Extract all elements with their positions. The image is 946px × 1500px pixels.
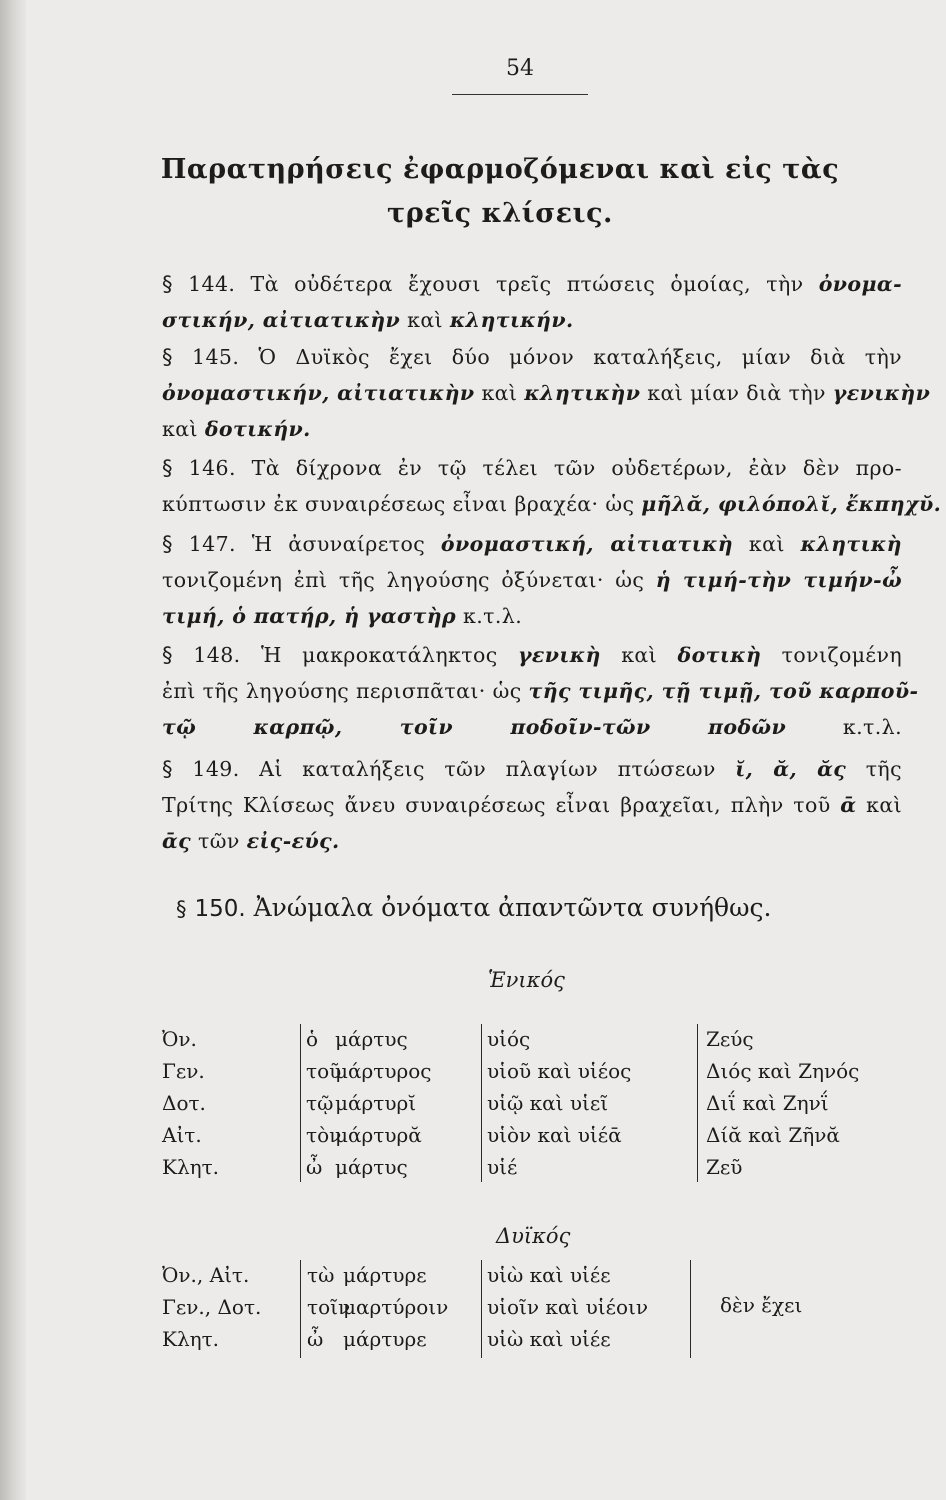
emphasis-run: τῷ καρπῷ, τοῖν ποδοῖν-τῶν ποδῶν (162, 715, 787, 739)
table-cell: τῷ (306, 1091, 334, 1115)
text-run: 147. Ἡ ἀσυναίρετος (172, 532, 441, 556)
text-line (162, 272, 902, 296)
text-run (162, 643, 518, 667)
text-run: καὶ (733, 532, 801, 556)
text-run (162, 345, 902, 369)
page-number-rule (452, 94, 588, 95)
text-run: καὶ (400, 308, 450, 332)
text-run: καὶ (162, 417, 205, 441)
dual-note: δὲν ἔχει (720, 1293, 803, 1317)
text-line (162, 715, 902, 739)
text-line (162, 643, 902, 667)
table-cell: μάρτυρος (335, 1059, 432, 1083)
table-cell: τοῖν (307, 1295, 351, 1319)
emphasis-run: γενικὴν (832, 381, 931, 405)
text-line (162, 417, 902, 441)
table-cell: Δοτ. (162, 1091, 206, 1115)
table-cell: υἱὸν καὶ υἱέᾱ (487, 1123, 622, 1147)
table-cell: Γεν., Δοτ. (162, 1295, 262, 1319)
text-run: 149. Αἱ καταλήξεις τῶν πλαγίων πτώσεων (172, 757, 736, 781)
table-cell: Ζεύς (706, 1027, 754, 1051)
title-line-1: Παρατηρήσεις ἐφαρμοζόμεναι καὶ εἰς τὰς (160, 154, 840, 185)
table-cell: Διός καὶ Ζηνός (706, 1059, 860, 1083)
table-divider (300, 1024, 301, 1182)
text-run: 148. Ἡ μακροκατάληκτος (172, 643, 518, 667)
table-cell: Δίᾰ καὶ Ζῆνᾰ (706, 1123, 840, 1147)
section-symbol: § (162, 272, 173, 296)
emphasis-run: ὀνομα- (818, 272, 902, 296)
text-run: τονιζομένη ἐπὶ τῆς ληγούσης ὀξύνεται· ὡς (162, 568, 656, 592)
text-run: κ.τ.λ. (456, 604, 523, 628)
table-divider (690, 1260, 691, 1358)
emphasis-run: στικήν, αἰτιατικὴν (162, 308, 401, 332)
text-run: καὶ μίαν διὰ τὴν (640, 381, 833, 405)
text-line (162, 345, 902, 369)
emphasis-run: ᾱς (162, 829, 192, 853)
page-number: 54 (506, 56, 534, 81)
table-cell: μάρτυς (335, 1155, 408, 1179)
text-run: τονιζομένη (761, 643, 902, 667)
text-run (162, 456, 902, 480)
emphasis-run: μῆλᾰ, φιλόπολῐ, ἔκπηχῠ. (641, 492, 942, 516)
text-line (162, 308, 902, 332)
emphasis-run: ὀνομαστική, αἰτιατικὴ (440, 532, 734, 556)
table-cell: υἱοῖν καὶ υἱέοιν (487, 1295, 649, 1319)
table-cell: τοῦ (306, 1059, 342, 1083)
text-line (162, 793, 902, 817)
table-cell: μάρτυς (335, 1027, 408, 1051)
emphasis-run: κλητικὴ (800, 532, 902, 556)
text-line (162, 381, 931, 405)
table-divider (697, 1024, 698, 1182)
table-cell: Κλητ. (162, 1327, 220, 1351)
emphasis-run: ἡ τιμή-τὴν τιμήν-ὦ (655, 568, 903, 592)
table-cell: υἱός (487, 1027, 531, 1051)
emphasis-run: δοτικήν. (204, 417, 311, 441)
table-cell: μάρτυρε (343, 1327, 427, 1351)
table-cell: Ζεῦ (706, 1155, 743, 1179)
section-symbol: § (162, 345, 173, 369)
section-150-number: 150. (194, 896, 246, 922)
text-run: Τρίτης Κλίσεως ἄνευ συναιρέσεως εἶναι βραχεῖαι, πλὴν τοῦ (162, 793, 841, 817)
section-150-heading (176, 893, 771, 922)
table-cell: μάρτυρᾰ (335, 1123, 422, 1147)
table-cell: Αἰτ. (162, 1123, 202, 1147)
text-run: κύπτωσιν ἐκ συναιρέσεως εἶναι βραχέα· ὡς (162, 492, 642, 516)
section-150-text: Ἀνώμαλα ὀνόματα ἀπαντῶντα συνήθως. (253, 893, 772, 922)
text-run (162, 272, 819, 296)
emphasis-run: δοτικὴ (677, 643, 762, 667)
table-cell: μαρτύροιν (343, 1295, 449, 1319)
emphasis-run: τιμή, ὁ πατήρ, ἡ γαστὴρ (162, 604, 457, 628)
table-cell: Ὀν., Αἰτ. (162, 1263, 250, 1287)
emphasis-run: κλητικὴν (524, 381, 641, 405)
table-cell: ὦ (306, 1155, 323, 1179)
table-divider (300, 1260, 301, 1358)
table-cell: υἱοῦ καὶ υἱέος (487, 1059, 632, 1083)
text-run: τῶν (191, 829, 247, 853)
text-run: κ.τ.λ. (786, 715, 902, 739)
emphasis-run: γενικὴ (518, 643, 601, 667)
section-symbol: § (162, 532, 173, 556)
table-divider (481, 1024, 482, 1182)
text-line (162, 679, 919, 703)
table-cell: μάρτυρῐ (335, 1091, 417, 1115)
table-cell: Γεν. (162, 1059, 205, 1083)
emphasis-run: εἰς-εύς. (246, 829, 340, 853)
text-line (162, 757, 902, 781)
table-cell: υἱὼ καὶ υἱέε (487, 1327, 611, 1351)
section-symbol: § (162, 643, 173, 667)
table-cell: ὦ (307, 1327, 324, 1351)
text-line (162, 829, 902, 853)
emphasis-run: ᾱ (840, 793, 857, 817)
text-run: 146. Τὰ δίχρονα ἐν τῷ τέλει τῶν οὐδετέρων, ἐὰν δὲν προ- (172, 456, 902, 480)
text-run: καὶ (474, 381, 525, 405)
title-line-2: τρεῖς κλίσεις. (387, 198, 613, 229)
text-run: 144. Τὰ οὐδέτερα ἔχουσι τρεῖς πτώσεις ὁμοίας, τὴν (172, 272, 819, 296)
text-line (162, 604, 902, 628)
section-symbol: § (176, 897, 187, 921)
dual-label: Δυϊκός (496, 1224, 571, 1248)
emphasis-run: τῆς τιμῆς, τῇ τιμῇ, τοῦ καρποῦ- (528, 679, 919, 703)
text-line (162, 568, 902, 592)
text-line (162, 456, 902, 480)
table-cell: υἱὼ καὶ υἱέε (487, 1263, 611, 1287)
text-run (162, 532, 441, 556)
text-run: τῆς (846, 757, 902, 781)
text-run: καὶ (600, 643, 678, 667)
section-symbol: § (162, 757, 173, 781)
table-cell: Κλητ. (162, 1155, 220, 1179)
table-divider (481, 1260, 482, 1358)
emphasis-run: ῐ, ᾰ, ᾰς (735, 757, 847, 781)
text-line (162, 492, 942, 516)
emphasis-run: κλητικήν. (449, 308, 574, 332)
text-run: καὶ (856, 793, 903, 817)
singular-label: Ἑνικός (488, 968, 565, 992)
text-run (162, 757, 735, 781)
text-run: 145. Ὁ Δυϊκὸς ἔχει δύο μόνον καταλήξεις, μίαν διὰ τὴν (172, 345, 902, 369)
table-cell: Διΐ καὶ Ζηνΐ (706, 1091, 829, 1115)
table-cell: τὸν (306, 1123, 342, 1147)
section-symbol: § (162, 456, 173, 480)
text-run: ἐπὶ τῆς ληγούσης περισπᾶται· ὡς (162, 679, 529, 703)
table-cell: μάρτυρε (343, 1263, 427, 1287)
table-cell: ὁ (306, 1027, 319, 1051)
table-cell: τὼ (307, 1263, 335, 1287)
table-cell: υἱῷ καὶ υἱεῖ (487, 1091, 609, 1115)
text-line (162, 532, 902, 556)
table-cell: υἱέ (487, 1155, 518, 1179)
table-cell: Ὀν. (162, 1027, 197, 1051)
emphasis-run: ὀνομαστικήν, αἰτιατικὴν (162, 381, 475, 405)
